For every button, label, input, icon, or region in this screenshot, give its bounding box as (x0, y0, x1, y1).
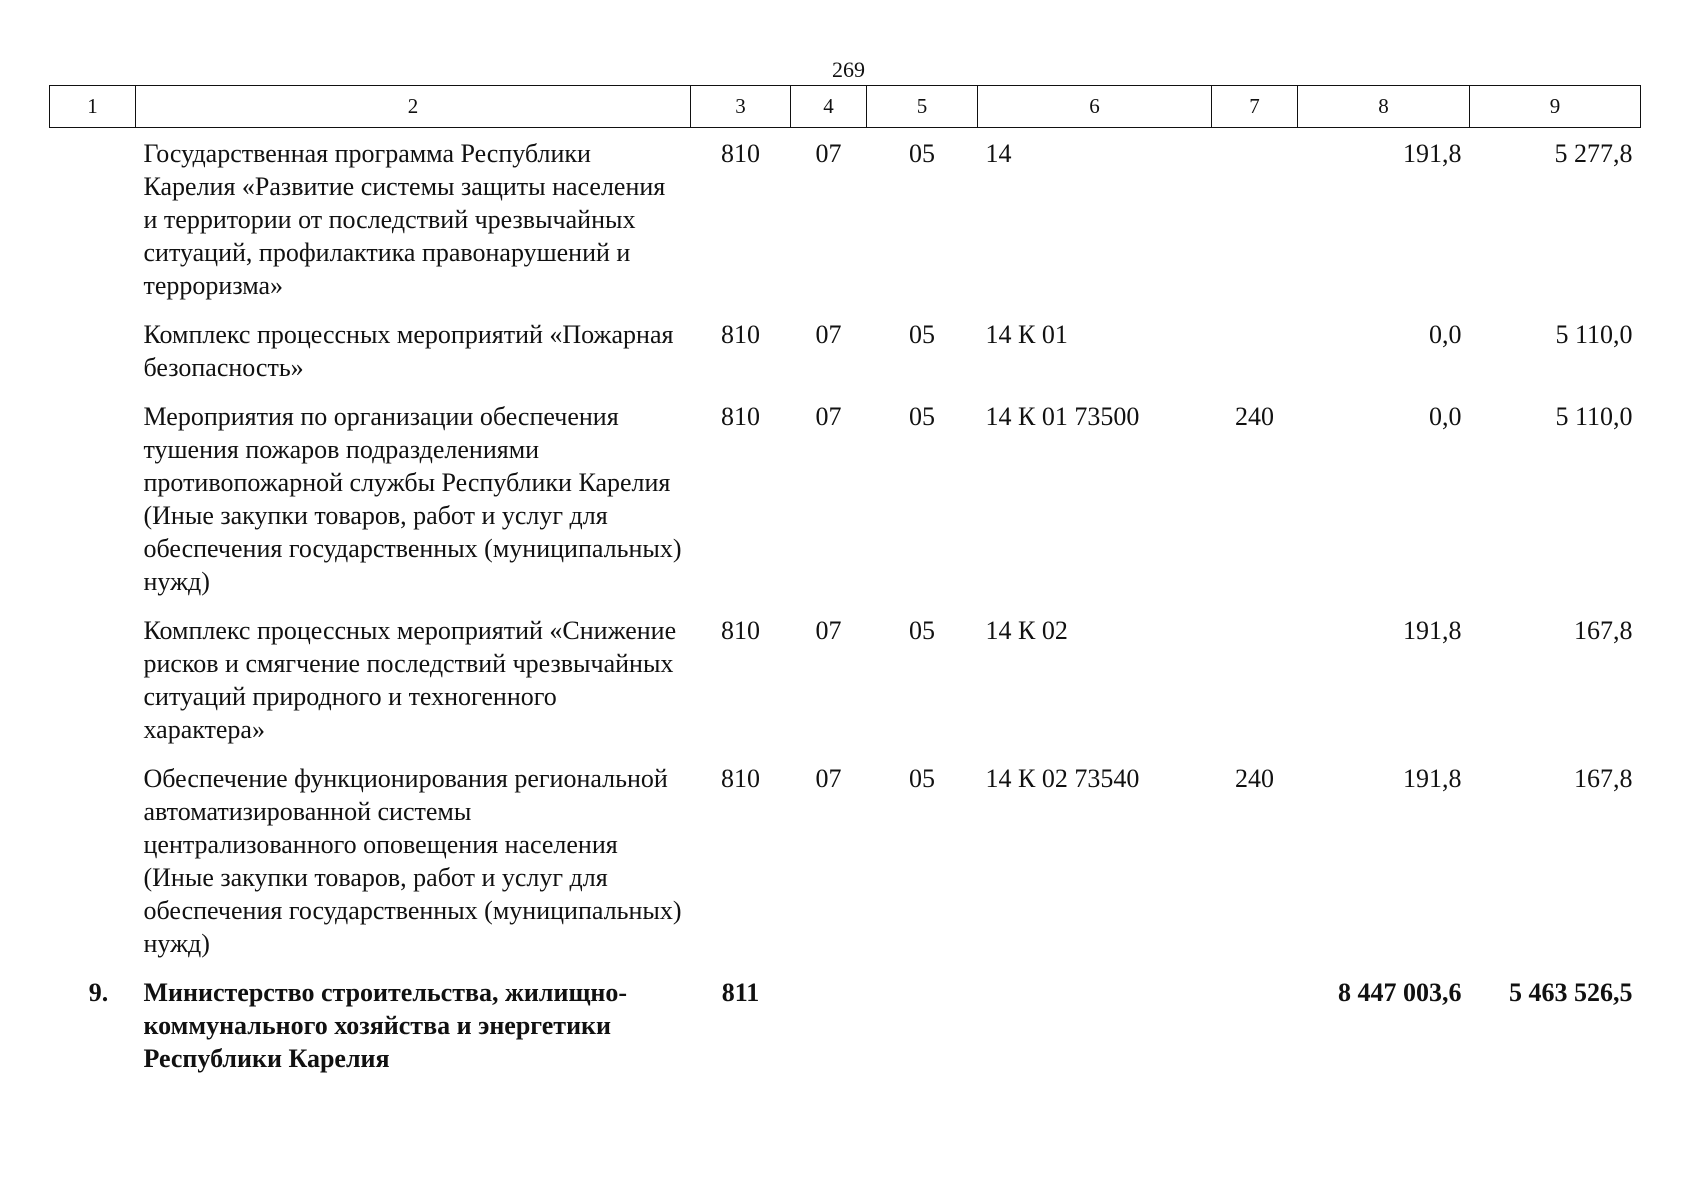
row-col-4 (791, 976, 867, 1091)
table-header-row (50, 86, 1641, 128)
row-col-9: 5 463 526,5 (1509, 978, 1633, 1007)
row-col-7: 240 (1235, 402, 1274, 431)
row-number (50, 128, 136, 319)
row-number (50, 614, 136, 762)
header-col-6: 6 (978, 86, 1212, 128)
header-col-5: 5 (867, 86, 978, 128)
row-col-9: 167,8 (1574, 616, 1633, 645)
row-col-8: 191,8 (1403, 616, 1462, 645)
row-name: Обеспечение функционирования региональной автоматизированной системы централизованного оповещения населения (Иные закупки товаров, работ и услуг для обеспечения государственных (муниципальных) нужд) (143, 764, 682, 958)
row-col-6: 14 К 02 (985, 616, 1068, 645)
header-col-3: 3 (691, 86, 791, 128)
row-col-4: 07 (815, 139, 842, 168)
row-name: Государственная программа Республики Карелия «Развитие системы защиты населения и территории от последствий чрезвычайных ситуаций, профилактика правонарушений и терроризма» (143, 139, 666, 300)
table-row (50, 762, 1641, 976)
row-col-7: 240 (1235, 764, 1274, 793)
row-number (50, 400, 136, 614)
header-col-1: 1 (50, 86, 136, 128)
table-row (50, 128, 1641, 319)
row-col-3: 810 (721, 616, 760, 645)
row-number (50, 318, 136, 400)
row-name: Комплекс процессных мероприятий «Пожарная безопасность» (143, 320, 674, 382)
row-col-8: 0,0 (1429, 402, 1462, 431)
row-col-6 (978, 976, 1212, 1091)
row-col-8: 0,0 (1429, 320, 1462, 349)
table-row-ministry (50, 976, 1641, 1091)
row-name: Министерство строительства, жилищно-коммунального хозяйства и энергетики Республики Карелия (143, 978, 628, 1073)
table-row (50, 614, 1641, 762)
header-col-2: 2 (136, 86, 691, 128)
row-col-3: 810 (721, 139, 760, 168)
row-col-4: 07 (815, 402, 842, 431)
row-col-6: 14 К 01 (985, 320, 1068, 349)
header-col-4: 4 (791, 86, 867, 128)
row-col-3: 810 (721, 320, 760, 349)
header-col-7: 7 (1212, 86, 1298, 128)
row-col-5: 05 (909, 616, 935, 645)
row-col-8: 191,8 (1403, 139, 1462, 168)
row-number: 9. (88, 978, 109, 1007)
table-row (50, 400, 1641, 614)
row-col-3: 810 (721, 402, 760, 431)
row-col-8: 8 447 003,6 (1338, 978, 1462, 1007)
row-col-6: 14 (985, 139, 1012, 168)
row-name: Мероприятия по организации обеспечения тушения пожаров подразделениями противопожарной службы Республики Карелия (Иные закупки товаров, работ и услуг для обеспечения государственных (муниципальных) нужд) (143, 402, 682, 596)
header-col-9: 9 (1470, 86, 1641, 128)
row-number (50, 762, 136, 976)
row-col-5: 05 (909, 764, 935, 793)
row-col-9: 5 277,8 (1554, 139, 1633, 168)
page-number: 269 (832, 57, 865, 82)
row-col-9: 5 110,0 (1555, 320, 1633, 349)
row-col-3: 811 (721, 978, 760, 1007)
budget-table (49, 85, 1641, 1091)
table-row (50, 318, 1641, 400)
row-col-6: 14 К 02 73540 (985, 764, 1140, 793)
row-col-5 (867, 976, 978, 1091)
row-col-3: 810 (721, 764, 760, 793)
row-col-5: 05 (909, 402, 935, 431)
row-col-9: 5 110,0 (1555, 402, 1633, 431)
row-col-4: 07 (815, 320, 842, 349)
row-col-4: 07 (815, 764, 842, 793)
row-col-6: 14 К 01 73500 (985, 402, 1140, 431)
header-col-8: 8 (1298, 86, 1470, 128)
row-col-5: 05 (909, 139, 935, 168)
row-col-7 (1212, 614, 1298, 762)
row-col-7 (1212, 976, 1298, 1091)
row-col-7 (1212, 318, 1298, 400)
row-col-5: 05 (909, 320, 935, 349)
row-col-7 (1212, 128, 1298, 319)
row-name: Комплекс процессных мероприятий «Снижение рисков и смягчение последствий чрезвычайных ситуаций природного и техногенного характера» (143, 616, 677, 744)
row-col-4: 07 (815, 616, 842, 645)
row-col-8: 191,8 (1403, 764, 1462, 793)
row-col-9: 167,8 (1574, 764, 1633, 793)
